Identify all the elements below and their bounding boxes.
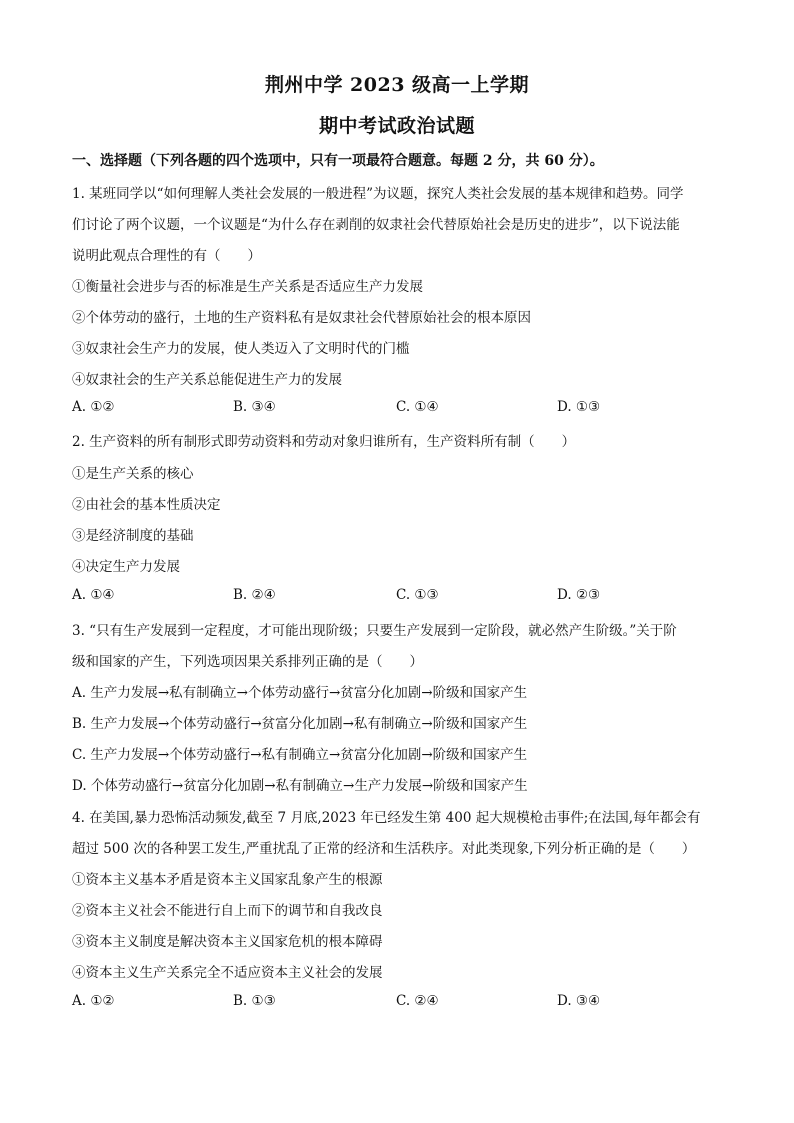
q4-item: ①资本主义基本矛盾是资本主义国家乱象产生的根源: [72, 872, 383, 888]
q4-stem-line: 4. 在美国,暴力恐怖活动频发,截至 7 月底,2023 年已经发生第 400 起大规模枪击事件;在法国,每年都会有: [72, 810, 701, 826]
q2-item: ④决定生产力发展: [72, 559, 180, 575]
q1-item: ③奴隶社会生产力的发展，使人类迈入了文明时代的门槛: [72, 341, 410, 357]
q2-item: ①是生产关系的核心: [72, 466, 194, 482]
q4-option-a: A. ①②: [72, 993, 115, 1009]
q1-stem-line: 们讨论了两个议题，一个议题是“为什么存在剥削的奴隶社会代替原始社会是历史的进步”，以下说法能: [72, 217, 680, 233]
q4-option-c: C. ②④: [396, 993, 439, 1009]
q1-item: ④奴隶社会的生产关系总能促进生产力的发展: [72, 372, 342, 388]
q1-stem-line: 1. 某班同学以“如何理解人类社会发展的一般进程”为议题，探究人类社会发展的基本规律和趋势。同学: [72, 186, 684, 202]
q4-item: ③资本主义制度是解决资本主义国家危机的根本障碍: [72, 934, 383, 950]
q4-option-b: B. ①③: [233, 993, 276, 1009]
exam-subtitle: 期中考试政治试题: [318, 115, 475, 137]
q1-option-c: C. ①④: [396, 399, 439, 415]
section-heading: 一、选择题（下列各题的四个选项中，只有一项最符合题意。每题 2 分，共 60 分）。: [72, 153, 604, 169]
q1-option-b: B. ③④: [233, 399, 276, 415]
q3-option-c: C. 生产力发展→个体劳动盛行→私有制确立→贫富分化加剧→阶级和国家产生: [72, 747, 528, 763]
q2-item: ②由社会的基本性质决定: [72, 497, 221, 513]
q1-item: ①衡量社会进步与否的标准是生产关系是否适应生产力发展: [72, 279, 423, 295]
q4-option-d: D. ③④: [557, 993, 601, 1009]
q4-item: ④资本主义生产关系完全不适应资本主义社会的发展: [72, 965, 383, 981]
q1-stem-line: 说明此观点合理性的有（ ）: [72, 248, 261, 264]
q3-stem-line: 3. “只有生产发展到一定程度，才可能出现阶级；只要生产发展到一定阶段，就必然产生阶级。”关于阶: [72, 623, 677, 639]
q2-item: ③是经济制度的基础: [72, 528, 194, 544]
q3-stem-line: 级和国家的产生，下列选项因果关系排列正确的是（ ）: [72, 654, 423, 670]
q2-option-d: D. ②③: [557, 587, 601, 603]
q2-option-a: A. ①④: [72, 587, 115, 603]
q3-option-b: B. 生产力发展→个体劳动盛行→贫富分化加剧→私有制确立→阶级和国家产生: [72, 716, 528, 732]
q3-option-a: A. 生产力发展→私有制确立→个体劳动盛行→贫富分化加剧→阶级和国家产生: [72, 685, 528, 701]
q1-option-d: D. ①③: [557, 399, 601, 415]
q2-option-c: C. ①③: [396, 587, 439, 603]
q2-stem-line: 2. 生产资料的所有制形式即劳动资料和劳动对象归谁所有，生产资料所有制（ ）: [72, 434, 576, 450]
q2-option-b: B. ②④: [233, 587, 276, 603]
exam-title: 荆州中学 2023 级高一上学期: [264, 74, 530, 96]
q4-item: ②资本主义社会不能进行自上而下的调节和自我改良: [72, 903, 383, 919]
q4-stem-line: 超过 500 次的各种罢工发生,严重扰乱了正常的经济和生活秩序。对此类现象,下列分析正确的是（ ）: [72, 841, 696, 857]
q1-item: ②个体劳动的盛行，土地的生产资料私有是奴隶社会代替原始社会的根本原因: [72, 310, 531, 326]
q3-option-d: D. 个体劳动盛行→贫富分化加剧→私有制确立→生产力发展→阶级和国家产生: [72, 778, 528, 794]
q1-option-a: A. ①②: [72, 399, 115, 415]
